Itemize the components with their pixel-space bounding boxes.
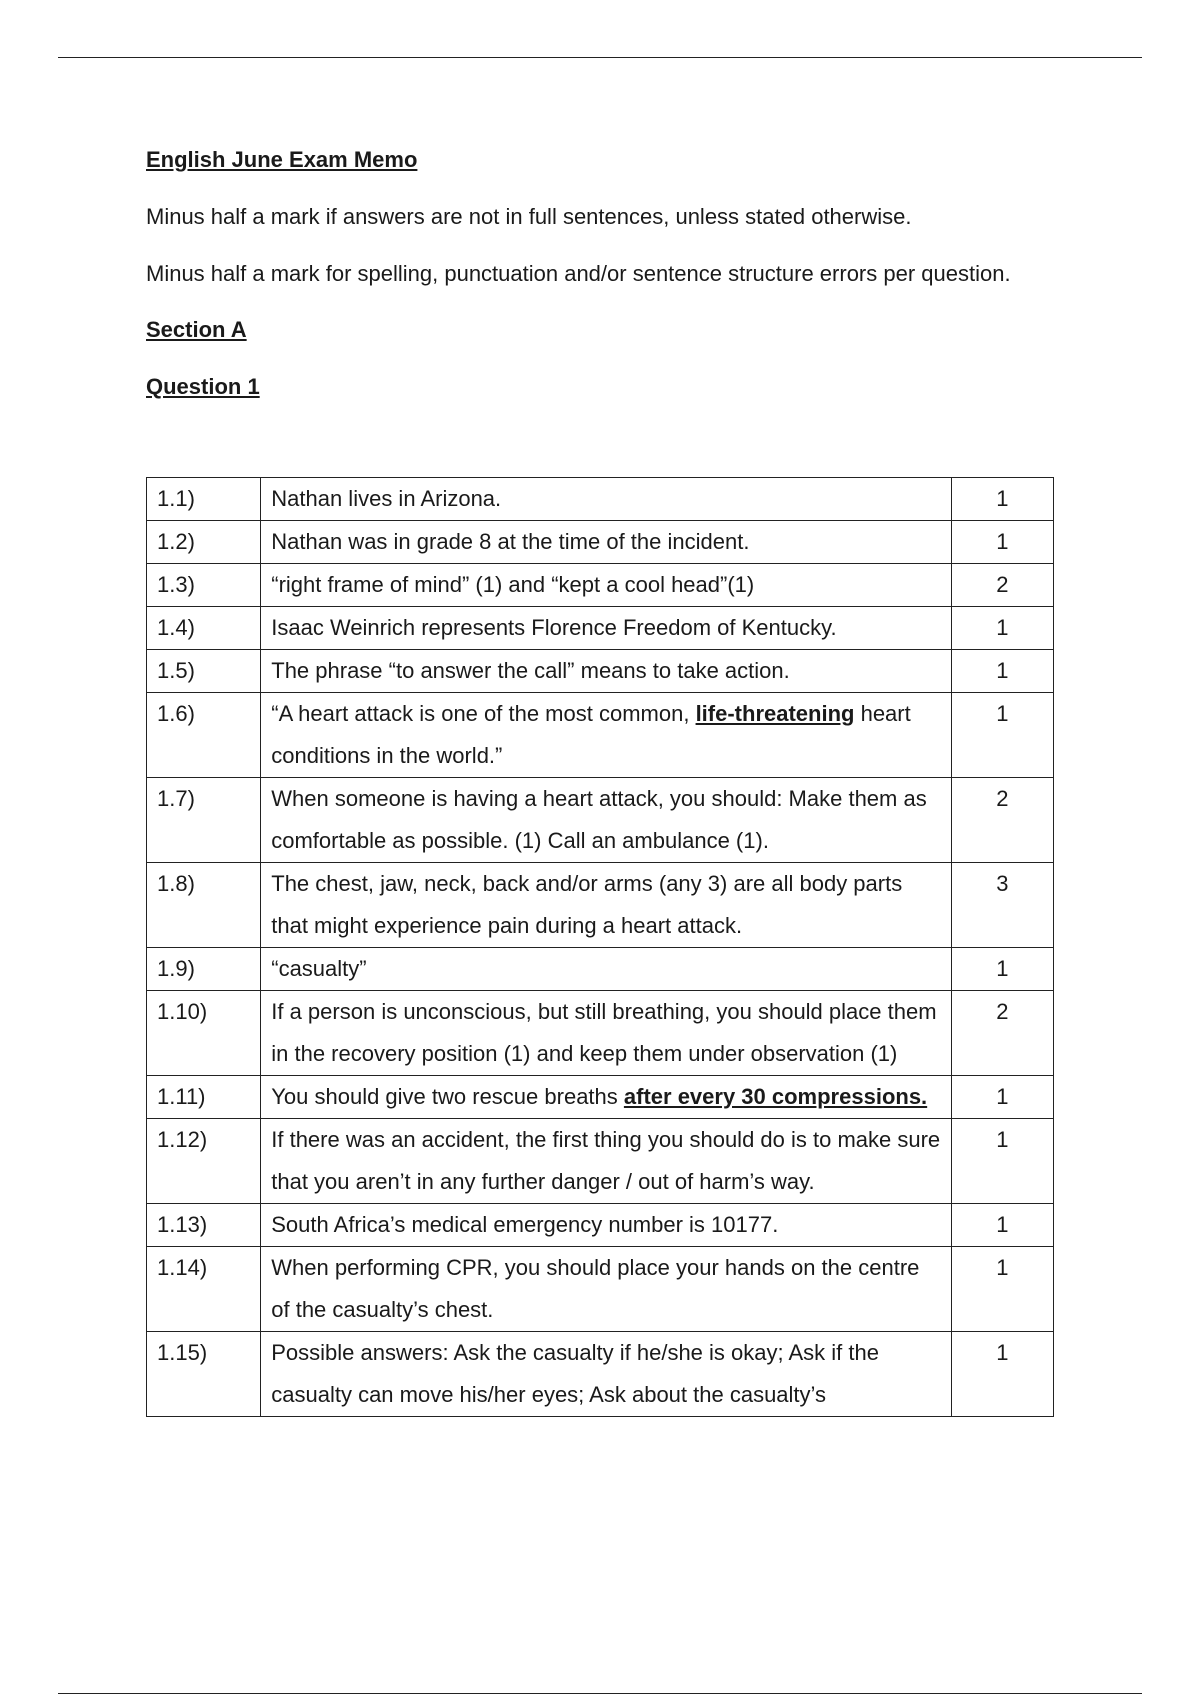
- memo-intro: [146, 138, 1066, 409]
- table-row: [147, 693, 1054, 778]
- answer-text: “casualty”: [261, 948, 952, 991]
- header-rule: [58, 57, 1142, 58]
- mark-value: 1: [951, 1204, 1053, 1247]
- section-heading: Section A: [146, 317, 247, 342]
- page-title: English June Exam Memo: [146, 147, 418, 172]
- question-number: 1.15): [147, 1332, 261, 1417]
- table-row: [147, 991, 1054, 1076]
- question-number: 1.14): [147, 1247, 261, 1332]
- answer-text: Nathan was in grade 8 at the time of the incident.: [261, 521, 952, 564]
- answer-text: If there was an accident, the first thing you should do is to make sure that you aren’t in any further danger / out of harm’s way.: [261, 1119, 952, 1204]
- table-row: [147, 863, 1054, 948]
- answer-text-end: heart conditions in the world.”: [271, 701, 911, 768]
- answer-text: Nathan lives in Arizona.: [261, 478, 952, 521]
- answer-text: Possible answers: Ask the casualty if he/she is okay; Ask if the casualty can move his/her eyes; Ask about the casualty’s: [261, 1332, 952, 1417]
- table-row: [147, 1119, 1054, 1204]
- answer-text: When performing CPR, you should place your hands on the centre of the casualty’s chest.: [261, 1247, 952, 1332]
- question-number: 1.1): [147, 478, 261, 521]
- mark-value: 1: [951, 1247, 1053, 1332]
- answer-text: The phrase “to answer the call” means to take action.: [261, 650, 952, 693]
- table-row: [147, 1247, 1054, 1332]
- mark-value: 1: [951, 693, 1053, 778]
- mark-value: 1: [951, 948, 1053, 991]
- question-number: 1.4): [147, 607, 261, 650]
- answer-text: If a person is unconscious, but still breathing, you should place them in the recovery position (1) and keep them under observation (1): [261, 991, 952, 1076]
- answer-text: [261, 693, 952, 778]
- table-row: [147, 778, 1054, 863]
- question-number: 1.5): [147, 650, 261, 693]
- question-number: 1.9): [147, 948, 261, 991]
- question-heading: Question 1: [146, 374, 260, 399]
- table-row: [147, 948, 1054, 991]
- emphasized-phrase: after every 30 compressions.: [623, 1084, 928, 1109]
- mark-value: 1: [951, 1076, 1053, 1119]
- footer-rule: [58, 1693, 1142, 1694]
- mark-value: 2: [951, 991, 1053, 1076]
- table-row: [147, 1076, 1054, 1119]
- answer-table: [146, 477, 1054, 1417]
- question-number: 1.3): [147, 564, 261, 607]
- answer-text: The chest, jaw, neck, back and/or arms (any 3) are all body parts that might experience pain during a heart attack.: [261, 863, 952, 948]
- question-number: 1.10): [147, 991, 261, 1076]
- answer-text: South Africa’s medical emergency number is 10177.: [261, 1204, 952, 1247]
- table-row: [147, 1204, 1054, 1247]
- mark-value: 3: [951, 863, 1053, 948]
- table-row: [147, 650, 1054, 693]
- emphasized-phrase: life-threatening: [695, 701, 855, 726]
- answer-text-start: You should give two rescue breaths: [271, 1084, 624, 1109]
- note-full-sentences: Minus half a mark if answers are not in full sentences, unless stated otherwise.: [146, 204, 912, 229]
- table-row: [147, 478, 1054, 521]
- question-number: 1.2): [147, 521, 261, 564]
- note-spelling: Minus half a mark for spelling, punctuation and/or sentence structure errors per question.: [146, 261, 1011, 286]
- table-row: [147, 607, 1054, 650]
- table-row: [147, 1332, 1054, 1417]
- question-number: 1.11): [147, 1076, 261, 1119]
- question-number: 1.13): [147, 1204, 261, 1247]
- answer-text: [261, 1076, 952, 1119]
- mark-value: 2: [951, 778, 1053, 863]
- answer-text: When someone is having a heart attack, you should: Make them as comfortable as possible. (1) Call an ambulance (1).: [261, 778, 952, 863]
- question-number: 1.8): [147, 863, 261, 948]
- mark-value: 1: [951, 1332, 1053, 1417]
- table-row: [147, 521, 1054, 564]
- question-number: 1.12): [147, 1119, 261, 1204]
- mark-value: 1: [951, 607, 1053, 650]
- table-row: [147, 564, 1054, 607]
- mark-value: 1: [951, 1119, 1053, 1204]
- mark-value: 1: [951, 521, 1053, 564]
- question-number: 1.7): [147, 778, 261, 863]
- answer-text-start: “A heart attack is one of the most common,: [271, 701, 696, 726]
- mark-value: 1: [951, 650, 1053, 693]
- answer-text: “right frame of mind” (1) and “kept a cool head”(1): [261, 564, 952, 607]
- answer-text: Isaac Weinrich represents Florence Freedom of Kentucky.: [261, 607, 952, 650]
- question-number: 1.6): [147, 693, 261, 778]
- mark-value: 1: [951, 478, 1053, 521]
- mark-value: 2: [951, 564, 1053, 607]
